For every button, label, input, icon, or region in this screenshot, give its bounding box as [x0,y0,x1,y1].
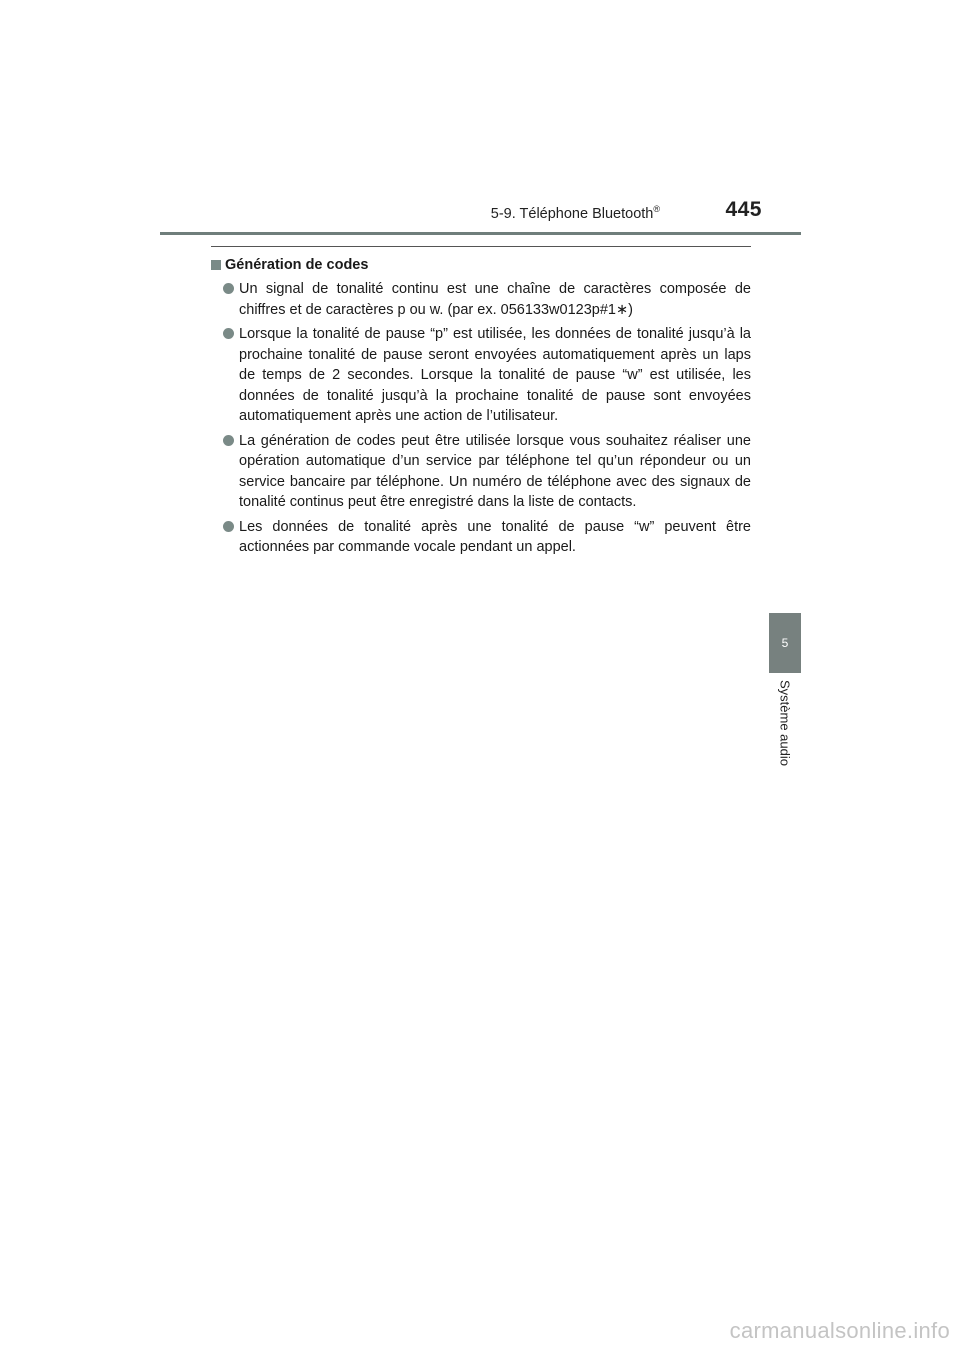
section-heading [211,257,368,273]
chapter-header [470,204,660,222]
bullet-item [221,324,751,427]
bullet-item [221,431,751,513]
circle-bullet-icon [223,521,234,532]
circle-bullet-icon [223,328,234,339]
page-number: 445 [725,198,762,221]
registered-mark: ® [653,204,660,214]
bullet-text: La génération de codes peut être utilisée lorsque vous souhaitez réaliser une opération automatique d’un service par téléphone tel qu’un répondeur ou un service bancaire par téléphone. Un numéro de téléphone avec des signaux de tonalité continus peut être enregistré dans la liste de contacts. [239,432,751,510]
header-rule [160,232,801,235]
square-bullet-icon [211,260,221,270]
bullet-list [221,279,751,562]
bullet-text: Lorsque la tonalité de pause “p” est utilisée, les données de tonalité jusqu’à la prochaine tonalité de pause seront envoyées automatiquement après un laps de temps de 2 secondes. Lorsque la tonalité de pause “w” est utilisée, les données de tonalité jusqu’à la prochaine tonalité de pause sont envoyées automatiquement après une action de l’utilisateur. [239,326,751,424]
bullet-text: Un signal de tonalité continu est une chaîne de caractères composée de chiffres et de caractères p ou w. (par ex. 056133w0123p#1∗) [239,281,751,318]
chapter-title: 5-9. Téléphone Bluetooth [490,205,654,222]
circle-bullet-icon [223,283,234,294]
content-top-rule [211,246,751,247]
watermark: carmanualsonline.info [729,1318,950,1343]
chapter-tab-number: 5 [769,613,801,673]
chapter-tab [769,674,801,806]
bullet-item [221,279,751,320]
chapter-tab-label: Système audio [777,680,793,766]
section-heading-text: Génération de codes [225,257,369,273]
circle-bullet-icon [223,435,234,446]
bullet-text: Les données de tonalité après une tonalité de pause “w” peuvent être actionnées par commande vocale pendant un appel. [239,518,751,555]
bullet-item [221,517,751,558]
